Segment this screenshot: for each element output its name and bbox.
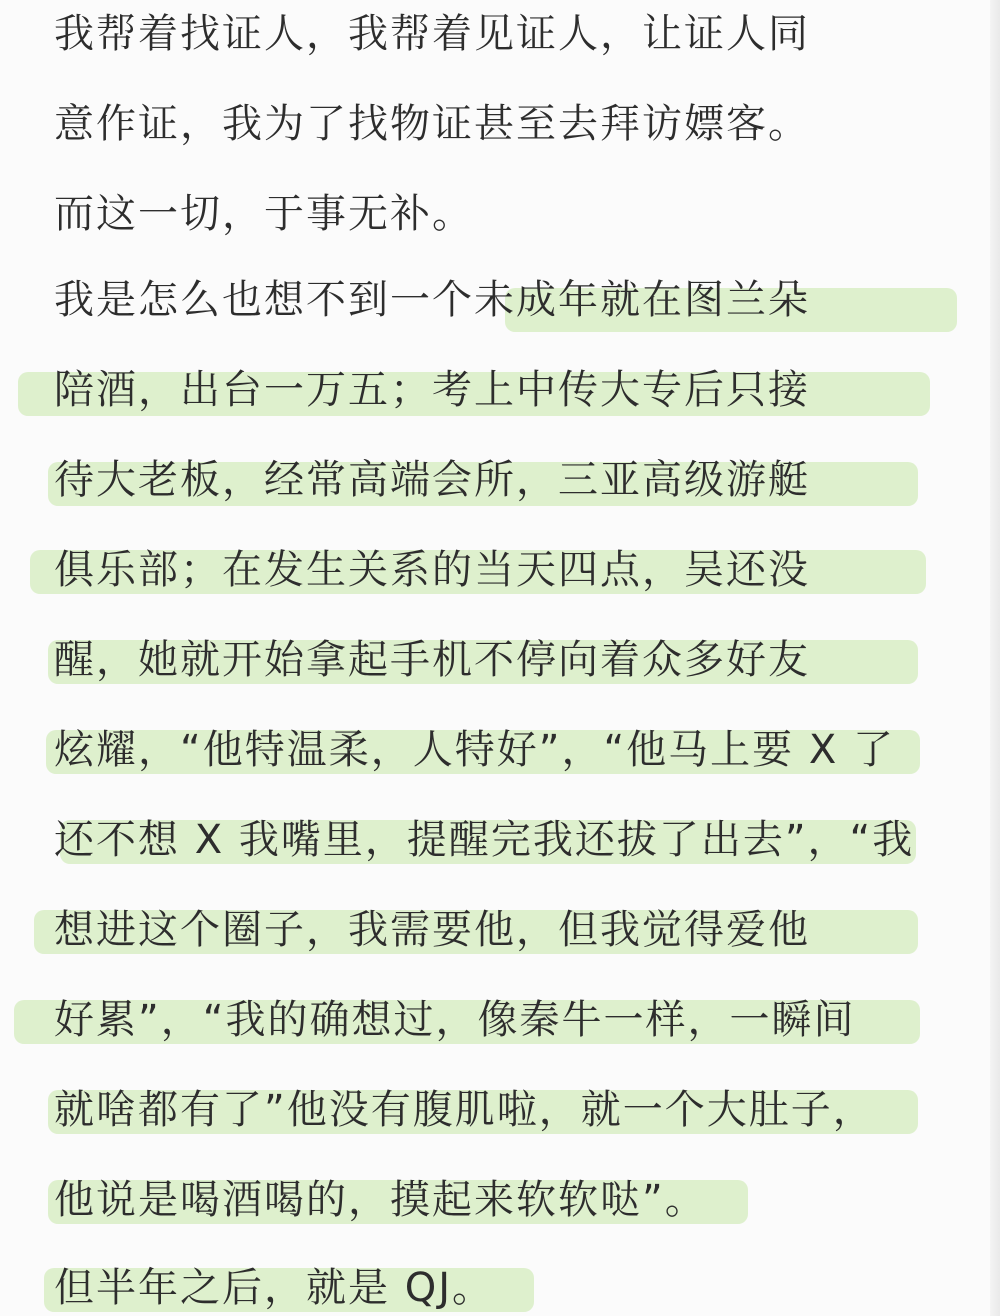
text-line: 陪酒，出台一万五；考上中传大专后只接 — [54, 367, 810, 413]
page-edge — [990, 0, 1000, 1316]
text-line: 醒，她就开始拿起手机不停向着众多好友 — [54, 637, 810, 683]
text-line: 好累”，“我的确想过，像秦牛一样，一瞬间 — [54, 997, 856, 1043]
text-line: 意作证，我为了找物证甚至去拜访嫖客。 — [54, 101, 810, 147]
text-line: 但半年之后，就是 QJ。 — [54, 1265, 494, 1311]
text-line: 还不想 X 我嘴里，提醒完我还拔了出去”，“我 — [54, 817, 915, 863]
text-line: 待大老板，经常高端会所，三亚高级游艇 — [54, 457, 810, 503]
text-line: 就啥都有了”他没有腹肌啦，就一个大肚子， — [54, 1087, 875, 1133]
text-line: 我帮着找证人，我帮着见证人，让证人同 — [54, 11, 810, 57]
text-line: 而这一切，于事无补。 — [54, 191, 474, 237]
text-line: 他说是喝酒喝的，摸起来软软哒”。 — [54, 1177, 707, 1223]
text-line: 我是怎么也想不到一个未成年就在图兰朵 — [54, 277, 810, 323]
text-line: 想进这个圈子，我需要他，但我觉得爱他 — [54, 907, 810, 953]
text-line: 俱乐部；在发生关系的当天四点，吴还没 — [54, 547, 810, 593]
text-line: 炫耀，“他特温柔，人特好”，“他马上要 X 了 — [54, 727, 895, 773]
